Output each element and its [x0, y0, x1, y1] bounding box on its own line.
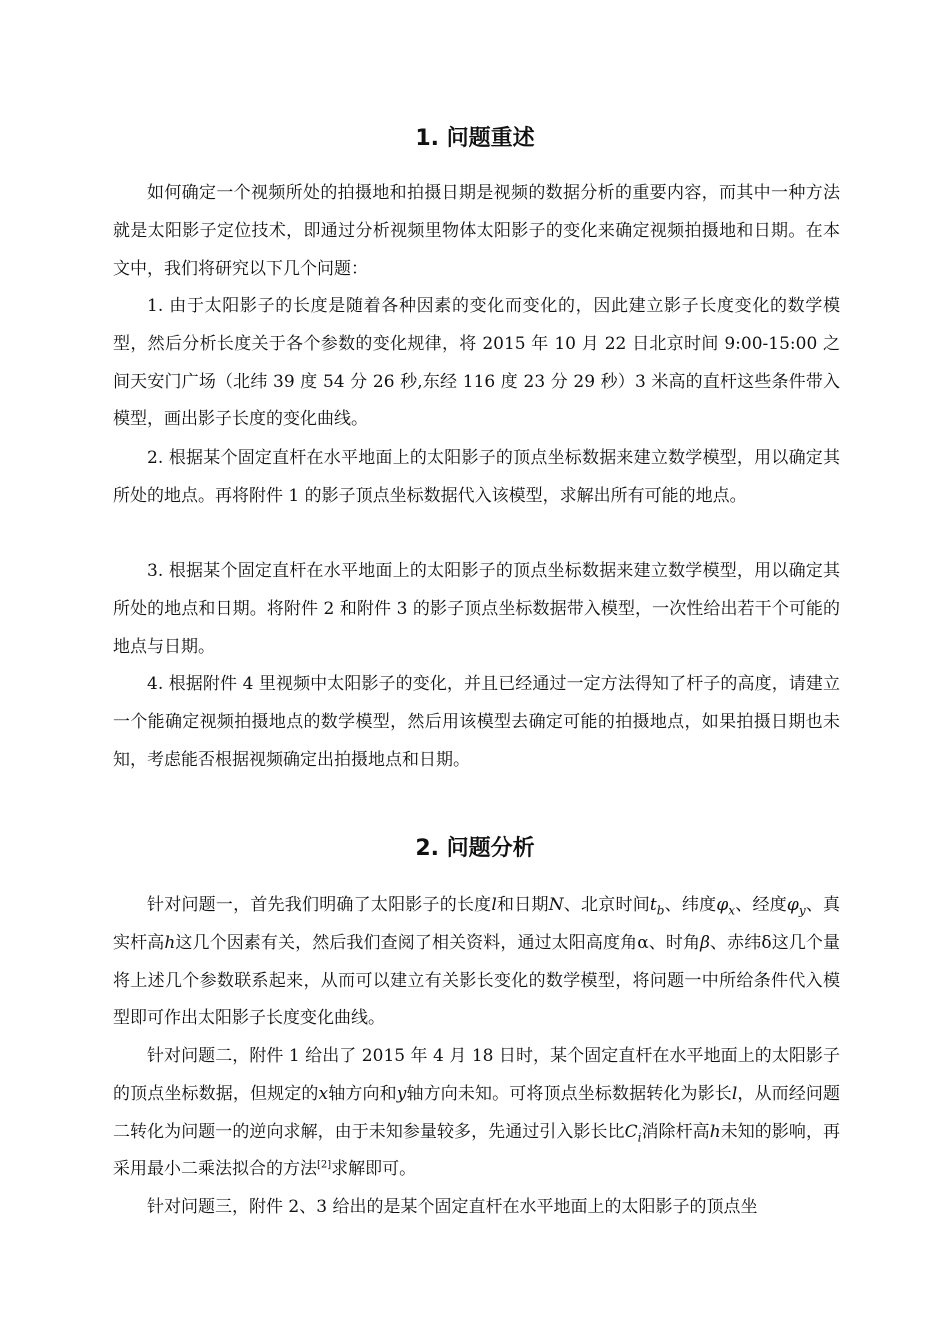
- section-1-title: 1. 问题重述: [415, 126, 535, 151]
- section-2-title: 2. 问题分析: [415, 836, 535, 861]
- section-2-paragraph-3: 针对问题三，附件 2、3 给出的是某个固定直杆在水平地面上的太阳影子的顶点坐: [147, 1197, 758, 1217]
- math-var-phi-x: φ: [716, 895, 729, 915]
- math-var-t: t: [649, 895, 657, 915]
- math-var-l: l: [731, 1083, 738, 1104]
- math-var-l: l: [491, 895, 497, 915]
- math-var-C: C: [624, 1121, 638, 1142]
- section-1-paragraph-q4: 4. 根据附件 4 里视频中太阳影子的变化，并且已经通过一定方法得知了杆子的高度，请建立一个能确定视频拍摄地点的数学模型，然后用该模型去确定可能的拍摄地点，如果拍摄日期也未知，考虑能否根据视频确定出拍摄地点和日期。: [113, 674, 840, 770]
- math-var-h: h: [164, 932, 176, 953]
- citation-ref[interactable]: [2]: [317, 1159, 332, 1171]
- math-var-y: y: [396, 1083, 407, 1104]
- math-var-h: h: [709, 1121, 721, 1142]
- section-1-paragraph-q3: 3. 根据某个固定直杆在水平地面上的太阳影子的顶点坐标数据来建立数学模型，用以确定其所处的地点和日期。将附件 2 和附件 3 的影子顶点坐标数据带入模型，一次性给出若干个可能的地点与日期。: [113, 561, 840, 657]
- math-var-N: N: [548, 895, 564, 915]
- section-1-paragraph-intro: 如何确定一个视频所处的拍摄地和拍摄日期是视频的数据分析的重要内容，而其中一种方法就是太阳影子定位技术，即通过分析视频里物体太阳影子的变化来确定视频拍摄地和日期。在本文中，我们将研究以下几个问题：: [113, 183, 840, 279]
- section-1-paragraph-q2: 2. 根据某个固定直杆在水平地面上的太阳影子的顶点坐标数据来建立数学模型，用以确定其所处的地点。再将附件 1 的影子顶点坐标数据代入该模型，求解出所有可能的地点。: [113, 448, 840, 506]
- math-var-beta: β: [700, 932, 710, 953]
- section-1-paragraph-q1: 1. 由于太阳影子的长度是随着各种因素的变化而变化的，因此建立影子长度变化的数学模型，然后分析长度关于各个参数的变化规律，将 2015 年 10 月 22 日北京时间 9:00-15:00 之间天安门广场（北纬 39 度 54 分 26 秒,东经 116 度 23 分 29 秒）3 米高的直杆这些条件带入模型，画出影子长度的变化曲线。: [113, 296, 840, 430]
- math-var-phi-y: φ: [786, 895, 799, 915]
- math-var-x: x: [318, 1083, 329, 1104]
- section-2-paragraph-1: 针对问题一，首先我们明确了太阳影子的长度l和日期N、北京时间$t_b$、纬度$\varphi_x$、经度$\varphi_y$、真实杆高h这几个因素有关，然后我们查阅了相关资料，通过太阳高度角α、时角β、赤纬δ这几个量将上述几个参数联系起来，从而可以建立有关影长变化的数学模型，将问题一中所给条件代入模型即可作出太阳影子长度变化曲线。: [113, 895, 841, 1029]
- section-2-paragraph-2: 针对问题二，附件 1 给出了 2015 年 4 月 18 日时，某个固定直杆在水平地面上的太阳影子的顶点坐标数据，但规定的x轴方向和y轴方向未知。可将顶点坐标数据转化为影长l，从而经问题二转化为问题一的逆向求解，由于未知参量较多，先通过引入影长比$C_i$消除杆高h未知的影响，再采用最小二乘法拟合的方法[2]求解即可。: [113, 1046, 841, 1180]
